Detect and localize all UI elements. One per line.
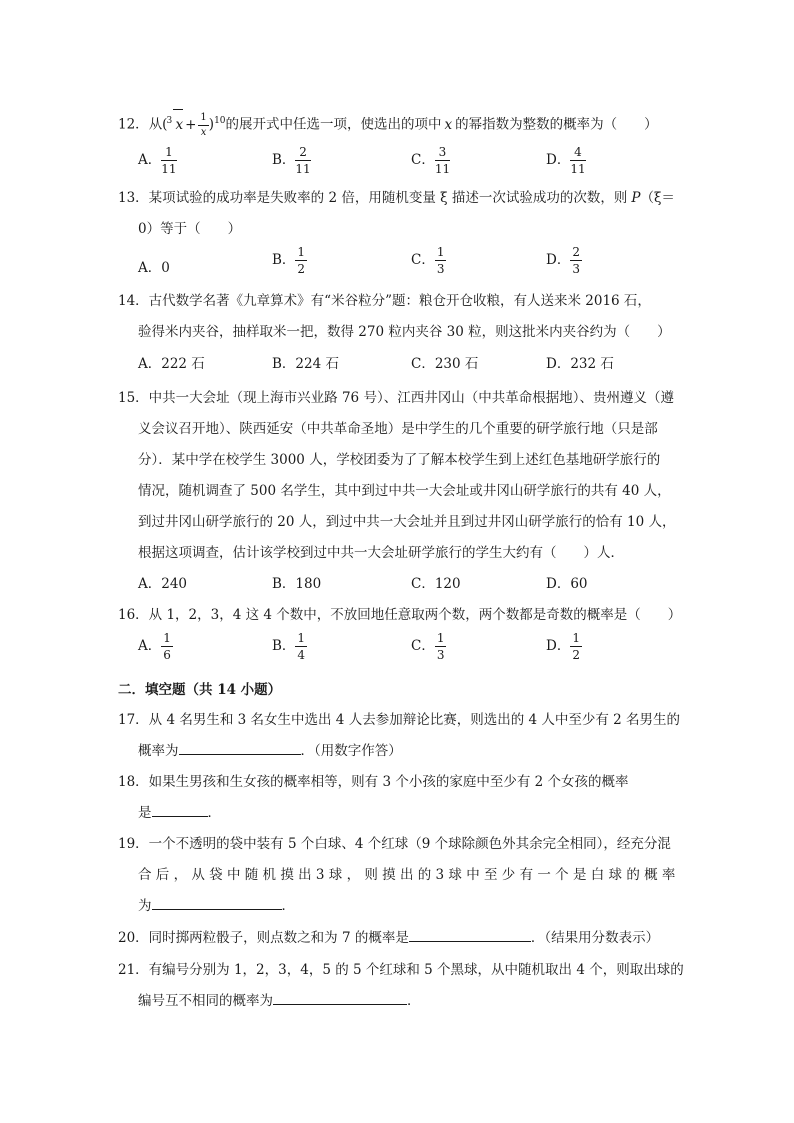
question-14-line1: 14．古代数学名著《九章算术》有“米谷粒分”题：粮仓开仓收粮，有人送来米 2016 石，: [118, 293, 651, 309]
q12-pre: 从(: [148, 116, 168, 133]
question-21-line1: 21．有编号分别为 1，2，3，4，5 的 5 个红球和 5 个黑球，从中随机取出 4 个，则取出球的: [118, 962, 684, 978]
q13-option-b: B． $\frac{1}{2}$: [272, 245, 306, 276]
q16-option-b: B． $\frac{1}{4}$: [272, 631, 306, 662]
question-17-line1: 17．从 4 名男生和 3 名女生中选出 4 人去参加辩论比赛，则选出的 4 人中至少有 2 名男生的: [118, 712, 681, 728]
q12-radical: 3 x: [173, 109, 183, 140]
q12-var: x: [444, 116, 453, 133]
question-15-line6: 根据这项调查，估计该学校到过中共一大会址研学旅行的学生大约有（ ）人．: [138, 545, 624, 561]
q21-answer-blank[interactable]: [273, 990, 407, 1005]
q16-option-a: A． $\frac{1}{6}$: [138, 631, 171, 662]
q16-option-c: C． $\frac{1}{3}$: [411, 631, 445, 662]
q15-option-a: A．240: [138, 576, 188, 592]
q14-option-a: A．222 石: [138, 356, 205, 372]
q15-option-c: C．120: [411, 576, 461, 592]
q13-option-a: A．0: [138, 260, 170, 276]
q12-option-d: D． $\frac{4}{11}$: [546, 145, 586, 176]
question-16-line1: 16．从 1，2，3，4 这 4 个数中，不放回地任意取两个数，两个数都是奇数的概率是（ ）: [118, 607, 682, 623]
question-19-line2: 合 后 ， 从 袋 中 随 机 摸 出 3 球 ， 则 摸 出 的 3 球 中 至 少 有 一 个 是 白 球 的 概 率: [138, 867, 676, 883]
q12-option-b: B． $\frac{2}{11}$: [272, 145, 311, 176]
q14-option-b: B．224 石: [272, 356, 339, 372]
q16-option-d: D． $\frac{1}{2}$: [546, 631, 580, 662]
q15-option-b: B．180: [272, 576, 322, 592]
section-heading: 二．填空题（共 14 小题）: [118, 682, 282, 698]
q12-text2: 的幂指数为整数的概率为（ ）: [455, 116, 658, 133]
q12-fraction: $\frac{1}{x}$: [200, 111, 207, 138]
q19-answer-blank[interactable]: [152, 895, 282, 910]
question-13-line1: 13．某项试验的成功率是失败率的 2 倍，用随机变量 ξ 描述一次试验成功的次数，则 P（ξ＝: [118, 190, 675, 206]
q20-answer-blank[interactable]: [409, 927, 531, 942]
question-21-line2: 编号互不相同的概率为 ．: [138, 989, 421, 1009]
q12-plus: +: [185, 116, 197, 133]
q12-text: 的展开式中任选一项，使选出的项中: [225, 116, 442, 133]
question-15-line1: 15．中共一大会址（现上海市兴业路 76 号）、江西井冈山（中共革命根据地）、贵州遵义（遵: [118, 390, 674, 406]
q15-option-d: D．60: [546, 576, 588, 592]
question-12: 12．从( 3 x + $\frac{1}{x}$ )$^{10}$的展开式中任选一项，使选出的项中 x 的幂指数为整数的概率为（ ）: [118, 106, 658, 136]
question-15-line4: 情况，随机调查了 500 名学生，其中到过中共一大会址或井冈山研学旅行的共有 40 人，: [138, 483, 671, 499]
question-14-line2: 验得米内夹谷，抽样取米一把，数得 270 粒内夹谷 30 粒，则这批米内夹谷约为（ ）: [138, 324, 671, 340]
q12-option-a: A． $\frac{1}{11}$: [138, 145, 177, 176]
question-17-line2: 概率为 ．（用数字作答）: [138, 739, 402, 759]
question-15-line3: 分）．某中学在校学生 3000 人，学校团委为了了解本校学生到上述红色基地研学旅行的: [138, 452, 661, 468]
question-15-line2: 义会议召开地）、陕西延安（中共革命圣地）是中学生的几个重要的研学旅行地（只是部: [138, 421, 658, 437]
q18-answer-blank[interactable]: [152, 802, 208, 817]
question-15-line5: 到过井冈山研学旅行的 20 人，到过中共一大会址并且到过井冈山研学旅行的恰有 10 人，: [138, 514, 676, 530]
q12-option-c: C． $\frac{3}{11}$: [411, 145, 451, 176]
q12-exponent: 10: [214, 116, 226, 126]
question-13-line2: 0）等于（ ）: [138, 221, 242, 237]
question-18-line2: 是 ．: [138, 801, 221, 821]
question-18-line1: 18．如果生男孩和生女孩的概率相等，则有 3 个小孩的家庭中至少有 2 个女孩的概率: [118, 774, 629, 790]
question-19-line1: 19．一个不透明的袋中装有 5 个白球、4 个红球（9 个球除颜色外其余完全相同），经充分混: [118, 836, 671, 852]
q13-option-c: C． $\frac{1}{3}$: [411, 245, 445, 276]
q17-answer-blank[interactable]: [179, 740, 301, 755]
q14-option-c: C．230 石: [411, 356, 479, 372]
question-19-line3: 为 ．: [138, 894, 295, 914]
q14-option-d: D．232 石: [546, 356, 614, 372]
question-20-line1: 20．同时掷两粒骰子，则点数之和为 7 的概率是 ．（结果用分数表示）: [118, 926, 659, 946]
q12-number: 12．: [118, 116, 149, 133]
q13-option-d: D． $\frac{2}{3}$: [546, 245, 580, 276]
